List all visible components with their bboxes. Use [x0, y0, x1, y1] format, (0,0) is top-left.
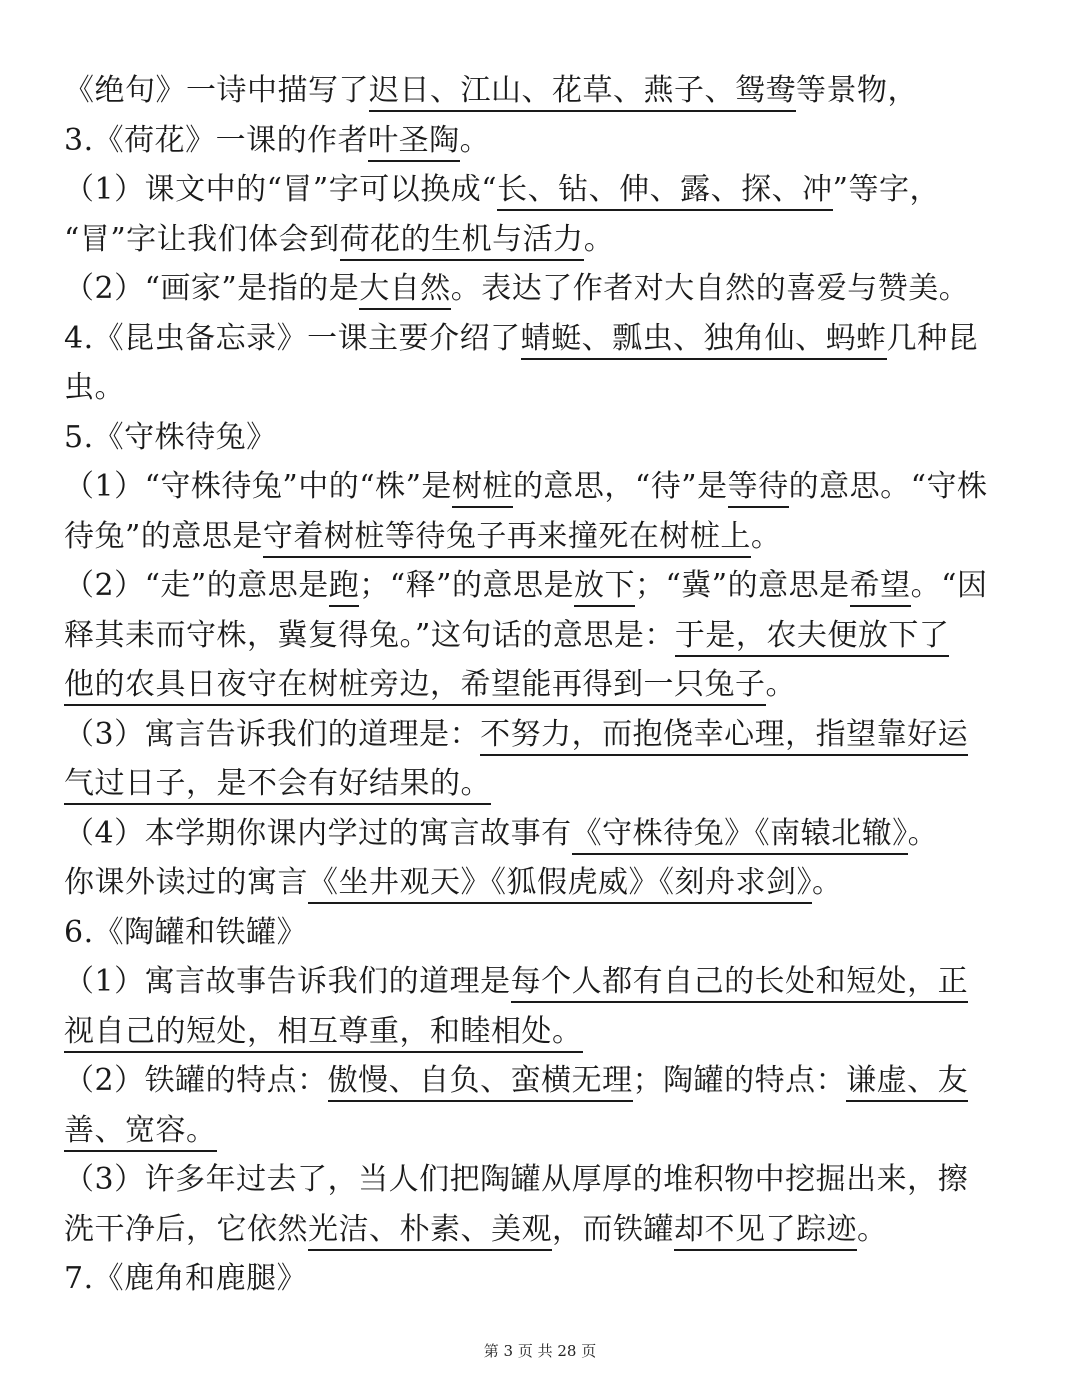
text-segment: 。 — [907, 815, 939, 851]
text-line — [64, 314, 1024, 364]
text-line — [64, 165, 1024, 215]
underlined-answer: 迟日、江山、花草、燕子、鸳鸯 — [369, 73, 796, 112]
underlined-answer: 大自然 — [359, 271, 451, 310]
text-segment: 。表达了作者对大自然的喜爱与赞美。 — [450, 271, 970, 306]
text-line — [64, 1254, 1024, 1304]
text-segment: 虫。 — [64, 370, 125, 405]
text-segment: 的意思。“守株 — [788, 469, 988, 504]
text-segment: 等景物， — [796, 73, 918, 108]
text-segment: 。 — [765, 667, 796, 702]
underlined-answer: 每个人都有自己的长处和短处，正 — [511, 964, 969, 1003]
text-segment: （2）“画家”是指的是 — [64, 271, 360, 306]
text-segment: （4）本学期你课内学过的寓言故事有 — [64, 815, 572, 851]
text-segment: 。 — [812, 865, 843, 900]
text-line — [64, 116, 1024, 166]
text-segment: （1）课文中的“冒”字可以换成“ — [64, 172, 498, 207]
underlined-answer: 蜻蜓、瓢虫、独角仙、蚂蚱 — [521, 321, 887, 360]
text-line — [64, 908, 1024, 958]
text-segment: “冒”字让我们体会到 — [64, 221, 340, 257]
underlined-answer: 谦虚、友 — [846, 1063, 968, 1102]
text-line — [64, 1106, 1024, 1156]
text-line — [64, 66, 1024, 116]
underlined-answer: 跑 — [329, 568, 360, 607]
underlined-answer: 放下 — [574, 568, 635, 607]
text-segment: 你课外读过的寓言 — [64, 865, 308, 900]
text-segment: ，而铁罐 — [552, 1211, 674, 1247]
text-segment: 《绝句》一诗中描写了 — [64, 73, 369, 108]
text-segment: （2）“走”的意思是 — [64, 568, 329, 603]
text-segment: 7.《鹿角和鹿腿》 — [64, 1261, 308, 1296]
text-segment: 。 — [750, 518, 782, 554]
text-segment: 3.《荷花》一课的作者 — [64, 122, 369, 158]
text-segment: （3）寓言告诉我们的道理是： — [64, 716, 481, 752]
text-line — [64, 759, 1024, 809]
text-segment: 。 — [857, 1211, 888, 1247]
underlined-answer: 守着树桩等待兔子再来撞死在树桩上 — [263, 519, 751, 558]
underlined-answer: 他的农具日夜守在树桩旁边，希望能再得到一只兔子 — [64, 667, 766, 706]
text-line — [64, 413, 1024, 463]
text-line — [64, 858, 1024, 908]
underlined-answer: 荷花的生机与活力 — [340, 222, 584, 261]
text-line — [64, 1205, 1024, 1255]
page-footer: 第 3 页 共 28 页 — [483, 1342, 597, 1360]
text-segment: （1）寓言故事告诉我们的道理是 — [64, 964, 511, 999]
text-line — [64, 710, 1024, 760]
underlined-answer: 《守株待兔》《南辕北辙》 — [572, 816, 908, 855]
text-segment: 待兔”的意思是 — [64, 518, 263, 554]
text-line — [64, 462, 1024, 512]
text-segment: （3）许多年过去了，当人们把陶罐从厚厚的堆积物中挖掘出来，擦 — [64, 1162, 969, 1197]
text-segment: 。 — [583, 221, 615, 257]
text-segment: 6.《陶罐和铁罐》 — [64, 914, 308, 950]
underlined-answer: 气过日子，是不会有好结果的。 — [64, 766, 491, 805]
underlined-answer: 不努力，而抱侥幸心理，指望靠好运 — [480, 717, 968, 756]
underlined-answer: 等待 — [728, 469, 789, 508]
text-segment: ；“释”的意思是 — [359, 568, 574, 603]
text-line — [64, 561, 1024, 611]
text-line — [64, 809, 1024, 859]
text-line — [64, 957, 1024, 1007]
text-segment: 的意思，“待”是 — [512, 469, 728, 504]
text-line — [64, 363, 1024, 413]
text-segment: 几种昆 — [886, 320, 979, 356]
text-line — [64, 1056, 1024, 1106]
text-segment: 4.《昆虫备忘录》一课主要介绍了 — [64, 320, 521, 356]
text-segment: 洗干净后，它依然 — [64, 1211, 308, 1247]
underlined-answer: 傲慢、自负、蛮横无理 — [328, 1063, 633, 1102]
text-segment: （2）铁罐的特点： — [64, 1063, 328, 1098]
text-segment: 。 — [459, 122, 491, 158]
document-body — [64, 66, 1024, 1304]
underlined-answer: 树桩 — [452, 469, 513, 508]
underlined-answer: 善、宽容。 — [64, 1113, 217, 1152]
text-segment: 5.《守株待兔》 — [64, 419, 277, 455]
text-segment: 。“因 — [910, 568, 988, 603]
text-line — [64, 660, 1024, 710]
text-segment: 释其耒而守株，冀复得兔。”这句话的意思是： — [64, 617, 675, 653]
text-line — [64, 1007, 1024, 1057]
underlined-answer: 视自己的短处，相互尊重，和睦相处。 — [64, 1014, 583, 1053]
text-segment: ”等字， — [832, 172, 940, 207]
text-segment: ；“冀”的意思是 — [634, 568, 850, 603]
text-line — [64, 1155, 1024, 1205]
text-line — [64, 215, 1024, 265]
underlined-answer: 叶圣陶 — [368, 123, 460, 162]
text-line — [64, 264, 1024, 314]
text-line — [64, 512, 1024, 562]
text-line — [64, 611, 1024, 661]
underlined-answer: 希望 — [850, 568, 911, 607]
underlined-answer: 光洁、朴素、美观 — [308, 1212, 552, 1251]
underlined-answer: 《坐井观天》《狐假虎威》《刻舟求剑》 — [308, 865, 812, 904]
text-segment: （1）“守株待兔”中的“株”是 — [64, 469, 452, 504]
underlined-answer: 长、钻、伸、露、探、冲 — [497, 172, 833, 211]
underlined-answer: 却不见了踪迹 — [674, 1212, 857, 1251]
text-segment: ；陶罐的特点： — [632, 1063, 847, 1098]
underlined-answer: 于是，农夫便放下了 — [675, 618, 950, 657]
